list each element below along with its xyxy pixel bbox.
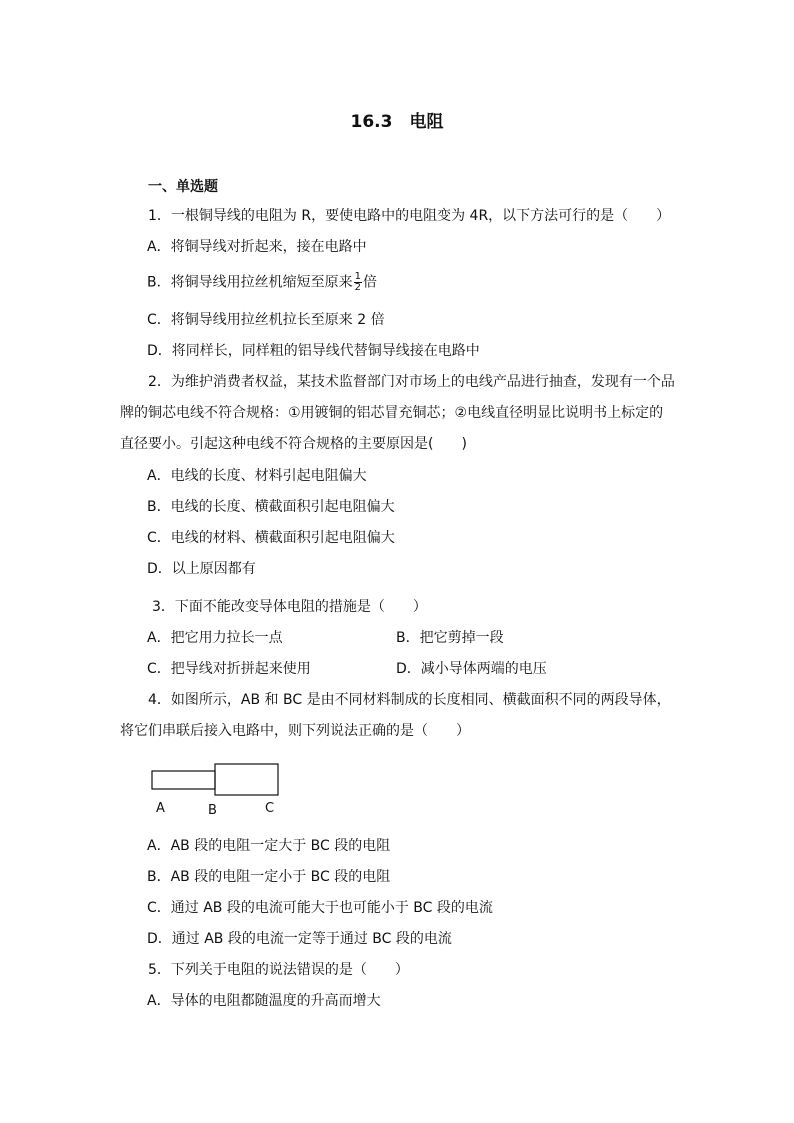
question-1-option-b-text: B．将铜导线用拉丝机缩短至原来 xyxy=(147,274,353,291)
question-1-option-a: A．将铜导线对折起来，接在电路中 xyxy=(147,239,367,255)
label-c: C xyxy=(265,801,275,816)
conductor-diagram xyxy=(150,762,290,802)
question-2-option-c: C．电线的材料、横截面积引起电阻偏大 xyxy=(147,530,395,546)
question-2-stem-line-3: 直径要小。引起这种电线不符合规格的主要原因是( ) xyxy=(120,436,467,452)
conductor-figure xyxy=(150,762,290,822)
question-5-option-a: A．导体的电阻都随温度的升高而增大 xyxy=(147,993,381,1009)
fraction xyxy=(354,272,362,293)
conductor-bc xyxy=(215,764,278,795)
question-2-option-d: D．以上原因都有 xyxy=(147,561,256,577)
question-1-option-b-suffix: 倍 xyxy=(362,274,377,291)
question-3-option-d: D．减小导体两端的电压 xyxy=(396,661,547,677)
question-4-option-d: D．通过 AB 段的电流一定等于通过 BC 段的电流 xyxy=(147,931,452,947)
question-2-stem-line-2: 牌的铜芯电线不符合规格：①用镀铜的铝芯冒充铜芯；②电线直径明显比说明书上标定的 xyxy=(120,405,664,421)
fraction-numerator: 1 xyxy=(354,271,361,282)
question-3-stem: 3．下面不能改变导体电阻的措施是（ ） xyxy=(152,599,427,615)
label-a: A xyxy=(156,801,165,816)
question-3-option-a: A．把它用力拉长一点 xyxy=(147,630,283,646)
question-3-option-c: C．把导线对折拼起来使用 xyxy=(147,661,311,677)
question-4-option-b: B．AB 段的电阻一定小于 BC 段的电阻 xyxy=(147,869,391,885)
question-2-option-b: B．电线的长度、横截面积引起电阻偏大 xyxy=(147,499,395,515)
question-4-stem-line-1: 4．如图所示，AB 和 BC 是由不同材料制成的长度相同、横截面积不同的两段导体， xyxy=(148,692,671,708)
question-2-option-a: A．电线的长度、材料引起电阻偏大 xyxy=(147,468,367,484)
question-2-stem-line-1: 2．为维护消费者权益，某技术监督部门对市场上的电线产品进行抽查，发现有一个品 xyxy=(148,374,675,390)
fraction-denominator: 2 xyxy=(354,282,361,293)
label-b: B xyxy=(208,803,217,818)
question-4-stem-line-2: 将它们串联后接入电路中，则下列说法正确的是（ ） xyxy=(120,723,470,739)
question-4-option-c: C．通过 AB 段的电流可能大于也可能小于 BC 段的电流 xyxy=(147,900,493,916)
question-5-stem: 5．下列关于电阻的说法错误的是（ ） xyxy=(148,962,409,978)
question-1-option-b xyxy=(147,272,377,293)
question-1-stem: 1．一根铜导线的电阻为 R，要使电路中的电阻变为 4R，以下方法可行的是（ ） xyxy=(148,208,671,224)
question-3-option-b: B．把它剪掉一段 xyxy=(396,630,504,646)
question-4-option-a: A．AB 段的电阻一定大于 BC 段的电阻 xyxy=(147,838,391,854)
section-heading: 一、单选题 xyxy=(148,179,218,195)
conductor-ab xyxy=(152,771,215,789)
question-1-option-c: C．将铜导线用拉丝机拉长至原来 2 倍 xyxy=(147,312,385,328)
page-title: 16.3 电阻 xyxy=(350,112,444,132)
question-1-option-d: D．将同样长，同样粗的铝导线代替铜导线接在电路中 xyxy=(147,343,480,359)
